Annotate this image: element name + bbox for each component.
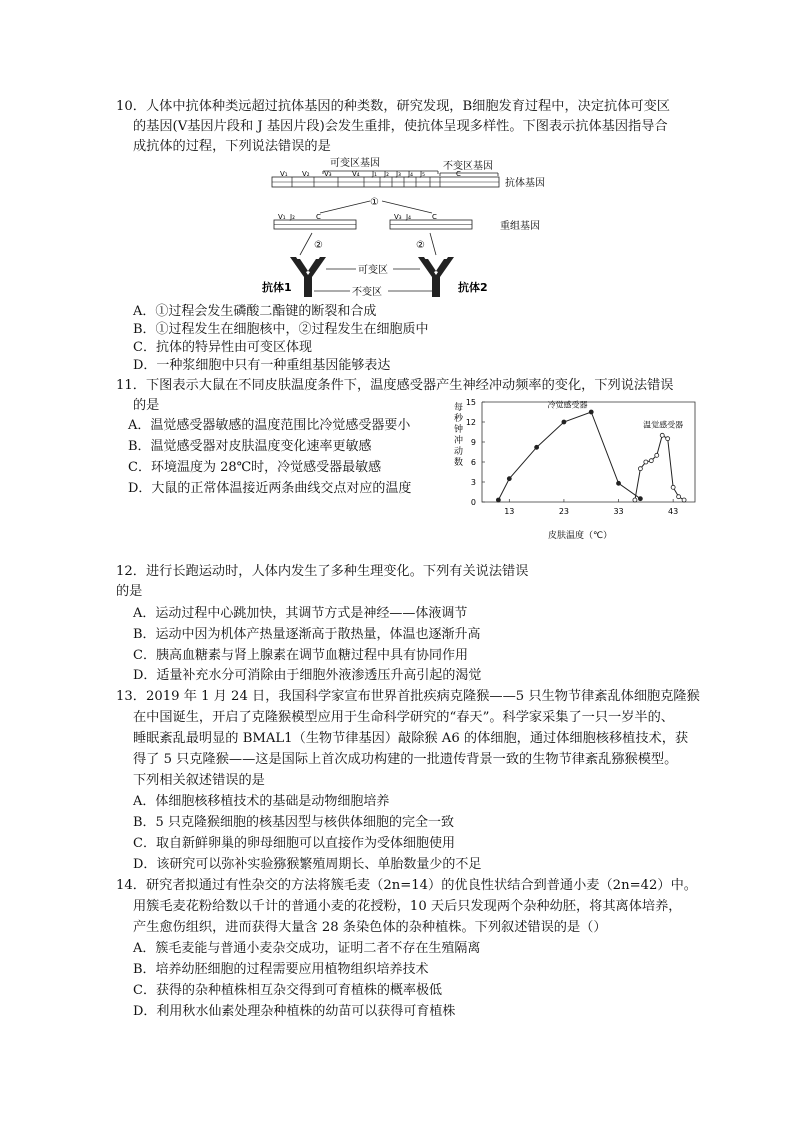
rec1-v: V₁	[278, 213, 286, 221]
q10-option-d: D．一种浆细胞中只有一种重组基因能够表达	[133, 358, 391, 373]
step-2-marker-left: ②	[314, 240, 323, 251]
label-const-region-gene: 不变区基因	[443, 161, 493, 172]
q12-option-d: D．适量补充水分可消除由于细胞外液渗透压升高引起的渴觉	[133, 668, 482, 683]
chart-y-label: 每秒钟冲动数	[454, 403, 464, 468]
q14-stem-line3: 产生愈伤组织，进而获得大量含 28 条染色体的杂种植株。下列叙述错误的是（）	[133, 920, 607, 935]
q12-stem-line2: 的是	[116, 584, 143, 599]
x-tick-label: 43	[668, 507, 679, 516]
q13-option-c: C．取自新鲜卵巢的卵母细胞可以直接作为受体细胞使用	[133, 836, 455, 851]
q11-option-c: C．环境温度为 28℃时，冷觉感受器最敏感	[128, 460, 382, 475]
cold-receptor-point	[589, 410, 593, 414]
q14-stem-line1: 14．研究者拟通过有性杂交的方法将簇毛麦（2n=14）的优良性状结合到普通小麦（2n=42）中。	[116, 878, 697, 893]
label-var-region-gene: 可变区基因	[330, 158, 380, 169]
q11-stem-line1: 11．下图表示大鼠在不同皮肤温度条件下，温度感受器产生神经冲动频率的变化，下列说法错误	[116, 378, 674, 393]
seg-j3: J₃	[396, 170, 401, 178]
q12-option-a: A．运动过程中心跳加快，其调节方式是神经——体液调节	[133, 606, 468, 621]
q10-option-a: A．①过程会发生磷酸二酯键的断裂和合成	[133, 304, 377, 319]
cold-receptor-point	[562, 420, 566, 424]
q12-option-b: B．运动中因为机体产热量逐渐高于散热量，体温也逐渐升高	[133, 627, 481, 642]
label-variable-region: 可变区	[358, 265, 388, 276]
seg-v2: V₂	[302, 170, 310, 178]
warm-receptor-point	[649, 459, 653, 463]
q14-option-d: D．利用秋水仙素处理杂种植株的幼苗可以获得可育植株	[133, 1004, 456, 1019]
warm-receptor-point	[644, 460, 648, 464]
seg-j1: J₁	[372, 170, 377, 178]
cold-receptor-point	[535, 445, 539, 449]
q11-option-d: D．大鼠的正常体温接近两条曲线交点对应的温度	[128, 481, 412, 496]
q13-stem-line3: 睡眠紊乱最明显的 BMAL1（生物节律基因）敲除猴 A6 的体细胞，通过体细胞核移植技术，获	[133, 731, 689, 746]
warm-receptor-point	[638, 467, 642, 471]
q10-option-b: B．①过程发生在细胞核中，②过程发生在细胞质中	[133, 322, 429, 337]
warm-receptor-point	[677, 495, 681, 499]
rec2-j: J₄	[406, 213, 411, 221]
chart-frame	[482, 402, 695, 502]
q10-stem-line1: 10．人体中抗体种类远超过抗体基因的种类数，研究发现，B细胞发育过程中，决定抗体可变区	[116, 99, 670, 114]
chart-x-label: 皮肤温度（℃）	[548, 531, 613, 541]
seg-v1: V₁	[280, 170, 288, 178]
q13-stem-line1: 13．2019 年 1 月 24 日，我国科学家宣布世界首批疾病克隆猴——5 只生物节律紊乱体细胞克隆猴	[116, 689, 700, 704]
warm-receptor-point	[671, 485, 675, 489]
warm-receptor-point	[660, 433, 664, 437]
y-tick-label: 12	[465, 418, 476, 427]
q14-option-a: A．簇毛麦能与普通小麦杂交成功，证明二者不存在生殖隔离	[133, 941, 481, 956]
q12-stem-line1: 12．进行长跑运动时，人体内发生了多种生理变化。下列有关说法错误	[116, 564, 529, 579]
q13-stem-line4: 得了 5 只克隆猴——这是国际上首次成功构建的一批遗传背景一致的生物节律紊乱猕猴模型。	[133, 752, 678, 767]
rec1-j: J₂	[290, 213, 295, 221]
q10-stem-line3: 成抗体的过程，下列说法错误的是	[133, 139, 331, 154]
label-recombinant-gene: 重组基因	[500, 221, 540, 232]
warm-receptor-point	[682, 498, 686, 502]
cold-receptor-point	[638, 497, 642, 501]
q13-option-b: B．5 只克隆猴细胞的核基因型与核供体细胞的完全一致	[133, 815, 454, 830]
q13-option-d: D．该研究可以弥补实验猕猴繁殖周期长、单胎数量少的不足	[133, 857, 482, 872]
seg-v4: V₄	[352, 170, 360, 178]
rec1-c: C	[316, 213, 321, 221]
q11-option-a: A．温觉感受器敏感的温度范围比冷觉感受器要小	[128, 418, 411, 433]
q14-stem-line2: 用簇毛麦花粉给数以千计的普通小麦的花授粉，10 天后只发现两个杂种幼胚，将其离体培养，	[133, 899, 682, 914]
step-1-marker: ①	[370, 197, 379, 208]
warm-receptor-point	[655, 453, 659, 457]
seg-v3: V₃	[324, 170, 332, 178]
y-tick-label: 3	[470, 478, 476, 487]
warm-receptor-point	[666, 437, 670, 441]
q10-stem-line2: 的基因(V基因片段和 J 基因片段)会发生重排，使抗体呈现多样性。下图表示抗体基因指导合	[133, 119, 668, 134]
q13-stem-line5: 下列相关叙述错误的是	[133, 773, 265, 788]
q14-option-b: B．培养幼胚细胞的过程需要应用植物组织培养技术	[133, 962, 429, 977]
seg-j2: J₂	[384, 170, 389, 178]
rec2-v: V₃	[394, 213, 402, 221]
cold-receptor-point	[507, 477, 511, 481]
series-label-warm: 温觉感受器	[643, 420, 684, 430]
step-2-marker-right: ②	[416, 240, 425, 251]
q13-option-a: A．体细胞核移植技术的基础是动物细胞培养	[133, 794, 390, 809]
antibody-gene-diagram	[260, 155, 600, 300]
seg-j4: J₄	[408, 170, 413, 178]
series-label-cold: 冷觉感受器	[547, 400, 588, 410]
y-tick-label: 0	[470, 498, 476, 507]
q12-option-c: C．胰高血糖素与肾上腺素在调节血糖过程中具有协同作用	[133, 648, 468, 663]
seg-c: C	[456, 170, 461, 178]
label-antibody-2: 抗体2	[458, 281, 488, 294]
cold-receptor-point	[617, 481, 621, 485]
label-antibody-gene: 抗体基因	[505, 178, 545, 189]
cold-receptor-line	[498, 412, 640, 500]
x-tick-label: 23	[558, 507, 570, 516]
q14-option-c: C．获得的杂种植株相互杂交得到可育植株的概率极低	[133, 983, 442, 998]
y-tick-label: 9	[470, 438, 476, 447]
seg-j5: J₅	[420, 170, 425, 178]
q10-option-c: C．抗体的特异性由可变区体现	[133, 340, 312, 355]
rec2-c: C	[432, 213, 437, 221]
q11-option-b: B．温觉感受器对皮肤温度变化速率更敏感	[128, 439, 372, 454]
q13-stem-line2: 在中国诞生，开启了克隆猴模型应用于生命科学研究的“春天”。科学家采集了一只一岁半的、	[133, 710, 674, 725]
y-tick-label: 15	[465, 398, 476, 407]
label-antibody-1: 抗体1	[262, 281, 292, 294]
x-tick-label: 33	[613, 507, 624, 516]
q11-stem-line2: 的是	[133, 398, 160, 413]
receptor-frequency-chart	[440, 392, 705, 547]
warm-receptor-point	[633, 498, 637, 502]
x-tick-label: 13	[504, 507, 515, 516]
y-tick-label: 6	[470, 458, 476, 467]
label-constant-region: 不变区	[352, 287, 382, 298]
cold-receptor-point	[496, 498, 500, 502]
